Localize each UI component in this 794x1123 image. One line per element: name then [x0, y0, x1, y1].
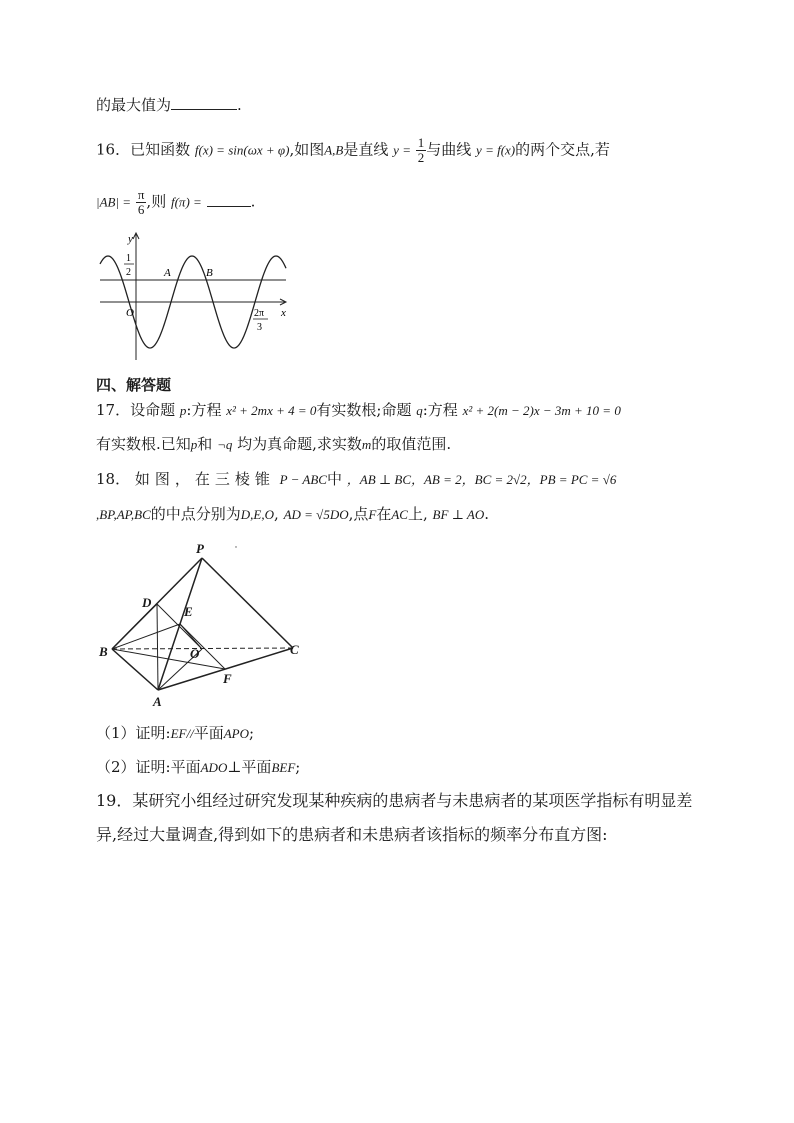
- point-f-label: F: [223, 671, 232, 686]
- fraction-half: $\frac{1}{2}$: [417, 135, 425, 165]
- origin-label: O: [126, 307, 134, 319]
- q19-line1: 19．某研究小组经过研究发现某种疾病的患病者与未患病者的某项医学指标有明显差: [96, 791, 693, 810]
- vertex-p-label: P: [196, 541, 204, 556]
- section-heading: 四、解答题: [96, 376, 172, 394]
- fraction-pi-6: $\frac{\pi}{6}$: [137, 187, 145, 217]
- tick-den: 3: [257, 322, 262, 333]
- point-d-label: D: [142, 595, 152, 610]
- tick-num: 2π: [254, 308, 265, 319]
- q18-sub2: （2）证明:平面ADO⊥平面BEF;: [96, 758, 301, 776]
- point-e-label: E: [184, 604, 193, 619]
- vertex-b-label: B: [99, 644, 108, 659]
- segment-do: [157, 604, 202, 649]
- answer-blank: [207, 206, 251, 207]
- segment-be: [112, 624, 180, 649]
- x-label: x: [281, 307, 286, 319]
- half-num: 1: [126, 253, 131, 264]
- q18-sub1: （1）证明:EF//平面APO;: [96, 724, 255, 742]
- point-o-label: O: [190, 646, 200, 661]
- answer-blank: [171, 109, 237, 110]
- point-a-label: A: [164, 267, 171, 279]
- q18-line1: 18． 如图，在三棱锥 P − ABC中 ，AB ⊥ BC，AB = 2，BC = 2√2，PB = PC = √6: [96, 470, 617, 488]
- edge-bc-hidden: [112, 648, 293, 649]
- q15-tail: 的最大值为 .: [96, 96, 242, 114]
- edge-ab: [112, 649, 158, 690]
- q17-line2: 有实数根.已知p和 ¬q 均为真命题,求实数m的取值范围.: [96, 435, 452, 453]
- q17-line1: 17．设命题 p:方程 x² + 2mx + 4 = 0有实数根;命题 q:方程 x² + 2(m − 2)x − 3m + 10 = 0: [96, 401, 621, 419]
- vertex-c-label: C: [290, 642, 299, 657]
- segment-ad: [157, 604, 158, 690]
- vertex-a-label: A: [153, 694, 162, 709]
- half-den: 2: [126, 267, 131, 278]
- sine-graph: [96, 228, 296, 368]
- q19-line2: 异,经过大量调查,得到如下的患病者和未患病者该指标的频率分布直方图:: [96, 825, 608, 844]
- q16-line2: |AB| = $\frac{\pi}{6}$ ,则 f(π) = .: [96, 187, 256, 217]
- point-b-label: B: [206, 267, 213, 279]
- q16-line1: 16．已知函数 f(x) = sin(ωx + φ),如图A,B是直线 y = $\frac{1}{2}$ 与曲线 y = f(x)的两个交点,若: [96, 135, 610, 165]
- edge-pc: [202, 558, 293, 648]
- segment-bd: [112, 604, 157, 649]
- y-label: y: [128, 233, 133, 245]
- tetrahedron-figure: [96, 538, 316, 710]
- q18-line2: ,BP,AP,BC的中点分别为D,E,O, AD = √5DO,点F在AC上, BF ⊥ AO.: [96, 505, 490, 523]
